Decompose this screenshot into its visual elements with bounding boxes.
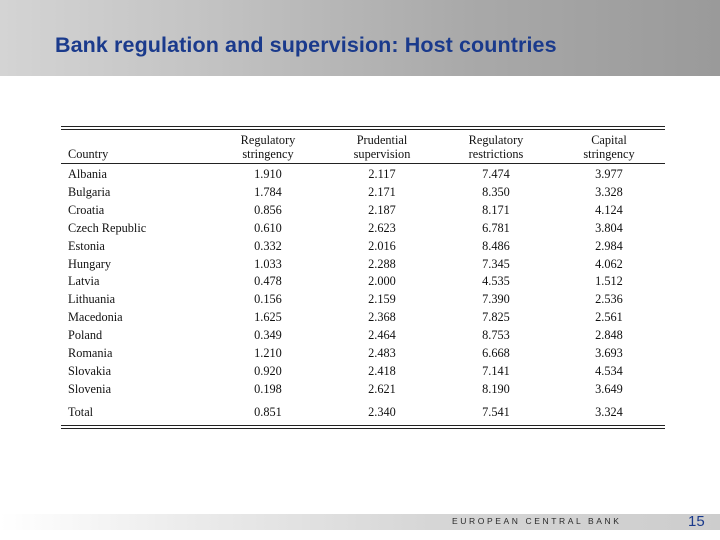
value-cell: 3.324 <box>595 404 623 419</box>
value-cell: 6.781 <box>482 220 510 235</box>
value-cell: 2.848 <box>595 328 623 343</box>
country-cell: Lithuania <box>68 292 116 307</box>
value-cell: 7.825 <box>482 310 510 325</box>
country-cell: Albania <box>68 167 107 181</box>
value-cell: 7.141 <box>482 363 510 378</box>
country-cell: Estonia <box>68 238 105 253</box>
value-cell: 1.625 <box>254 310 282 325</box>
table-row <box>61 184 665 202</box>
value-cell: 2.117 <box>368 167 396 181</box>
table-row <box>61 238 665 256</box>
value-cell: 3.328 <box>595 184 623 199</box>
value-cell: 1.512 <box>595 274 623 289</box>
value-cell: 8.486 <box>482 238 510 253</box>
table-row <box>61 345 665 363</box>
value-cell: 1.210 <box>254 346 282 361</box>
value-cell: 0.851 <box>254 404 282 419</box>
table-row <box>61 381 665 399</box>
value-cell: 2.171 <box>368 184 396 199</box>
value-cell: 2.016 <box>368 238 396 253</box>
table-row <box>61 164 665 184</box>
country-cell: Croatia <box>68 202 105 217</box>
column-header: Capital stringency <box>583 133 635 161</box>
table-row <box>61 220 665 238</box>
value-cell: 2.536 <box>595 292 623 307</box>
value-cell: 3.804 <box>595 220 623 235</box>
table-row <box>61 291 665 309</box>
country-cell: Czech Republic <box>68 220 147 235</box>
value-cell: 0.478 <box>254 274 282 289</box>
table-bottom-rule <box>61 425 665 426</box>
table-row <box>61 327 665 345</box>
value-cell: 2.621 <box>368 381 396 396</box>
value-cell: 0.332 <box>254 238 282 253</box>
value-cell: 7.345 <box>482 256 510 271</box>
country-cell: Hungary <box>68 256 112 271</box>
value-cell: 2.000 <box>368 274 396 289</box>
page-number: 15 <box>688 513 705 530</box>
table-row <box>61 202 665 220</box>
table-bottom-rule-2 <box>61 428 665 429</box>
value-cell: 0.610 <box>254 220 282 235</box>
column-header: Prudential supervision <box>353 133 411 161</box>
value-cell: 2.418 <box>368 363 396 378</box>
table-row <box>61 363 665 381</box>
value-cell: 1.033 <box>254 256 282 271</box>
value-cell: 8.171 <box>482 202 510 217</box>
value-cell: 2.368 <box>368 310 396 325</box>
value-cell: 0.156 <box>254 292 282 307</box>
value-cell: 4.124 <box>595 202 623 217</box>
value-cell: 4.535 <box>482 274 510 289</box>
value-cell: 0.856 <box>254 202 282 217</box>
value-cell: 3.977 <box>595 167 623 181</box>
value-cell: 7.390 <box>482 292 510 307</box>
value-cell: 0.349 <box>254 328 282 343</box>
value-cell: 2.159 <box>368 292 396 307</box>
country-cell: Latvia <box>68 274 100 289</box>
value-cell: 2.288 <box>368 256 396 271</box>
country-cell: Poland <box>68 328 103 343</box>
value-cell: 2.464 <box>368 328 396 343</box>
value-cell: 2.561 <box>595 310 623 325</box>
footer-brand: EUROPEAN CENTRAL BANK <box>452 516 622 526</box>
table-header-row <box>61 130 665 163</box>
value-cell: 8.753 <box>482 328 510 343</box>
value-cell: 4.534 <box>595 363 623 378</box>
value-cell: 7.474 <box>482 167 510 181</box>
value-cell: 0.198 <box>254 381 282 396</box>
value-cell: 2.187 <box>368 202 396 217</box>
table-top-rule <box>61 126 665 127</box>
column-header: Regulatory stringency <box>240 133 296 161</box>
country-cell: Slovakia <box>68 363 112 378</box>
country-cell: Total <box>68 404 94 419</box>
value-cell: 2.623 <box>368 220 396 235</box>
value-cell: 2.483 <box>368 346 396 361</box>
country-cell: Bulgaria <box>68 184 111 199</box>
slide-title: Bank regulation and supervision: Host countries <box>55 33 557 57</box>
value-cell: 8.350 <box>482 184 510 199</box>
column-header: Country <box>68 147 109 161</box>
value-cell: 1.784 <box>254 184 282 199</box>
value-cell: 8.190 <box>482 381 510 396</box>
value-cell: 4.062 <box>595 256 623 271</box>
value-cell: 3.649 <box>595 381 623 396</box>
value-cell: 2.340 <box>368 404 396 419</box>
column-header: Regulatory restrictions <box>468 133 524 161</box>
value-cell: 6.668 <box>482 346 510 361</box>
country-cell: Macedonia <box>68 310 123 325</box>
country-cell: Slovenia <box>68 381 112 396</box>
total-row <box>61 399 665 425</box>
table-row <box>61 273 665 291</box>
value-cell: 3.693 <box>595 346 623 361</box>
value-cell: 1.910 <box>254 167 282 181</box>
data-table <box>61 126 665 429</box>
country-cell: Romania <box>68 346 113 361</box>
table-row <box>61 256 665 274</box>
value-cell: 0.920 <box>254 363 282 378</box>
table-row <box>61 309 665 327</box>
value-cell: 7.541 <box>482 404 510 419</box>
value-cell: 2.984 <box>595 238 623 253</box>
